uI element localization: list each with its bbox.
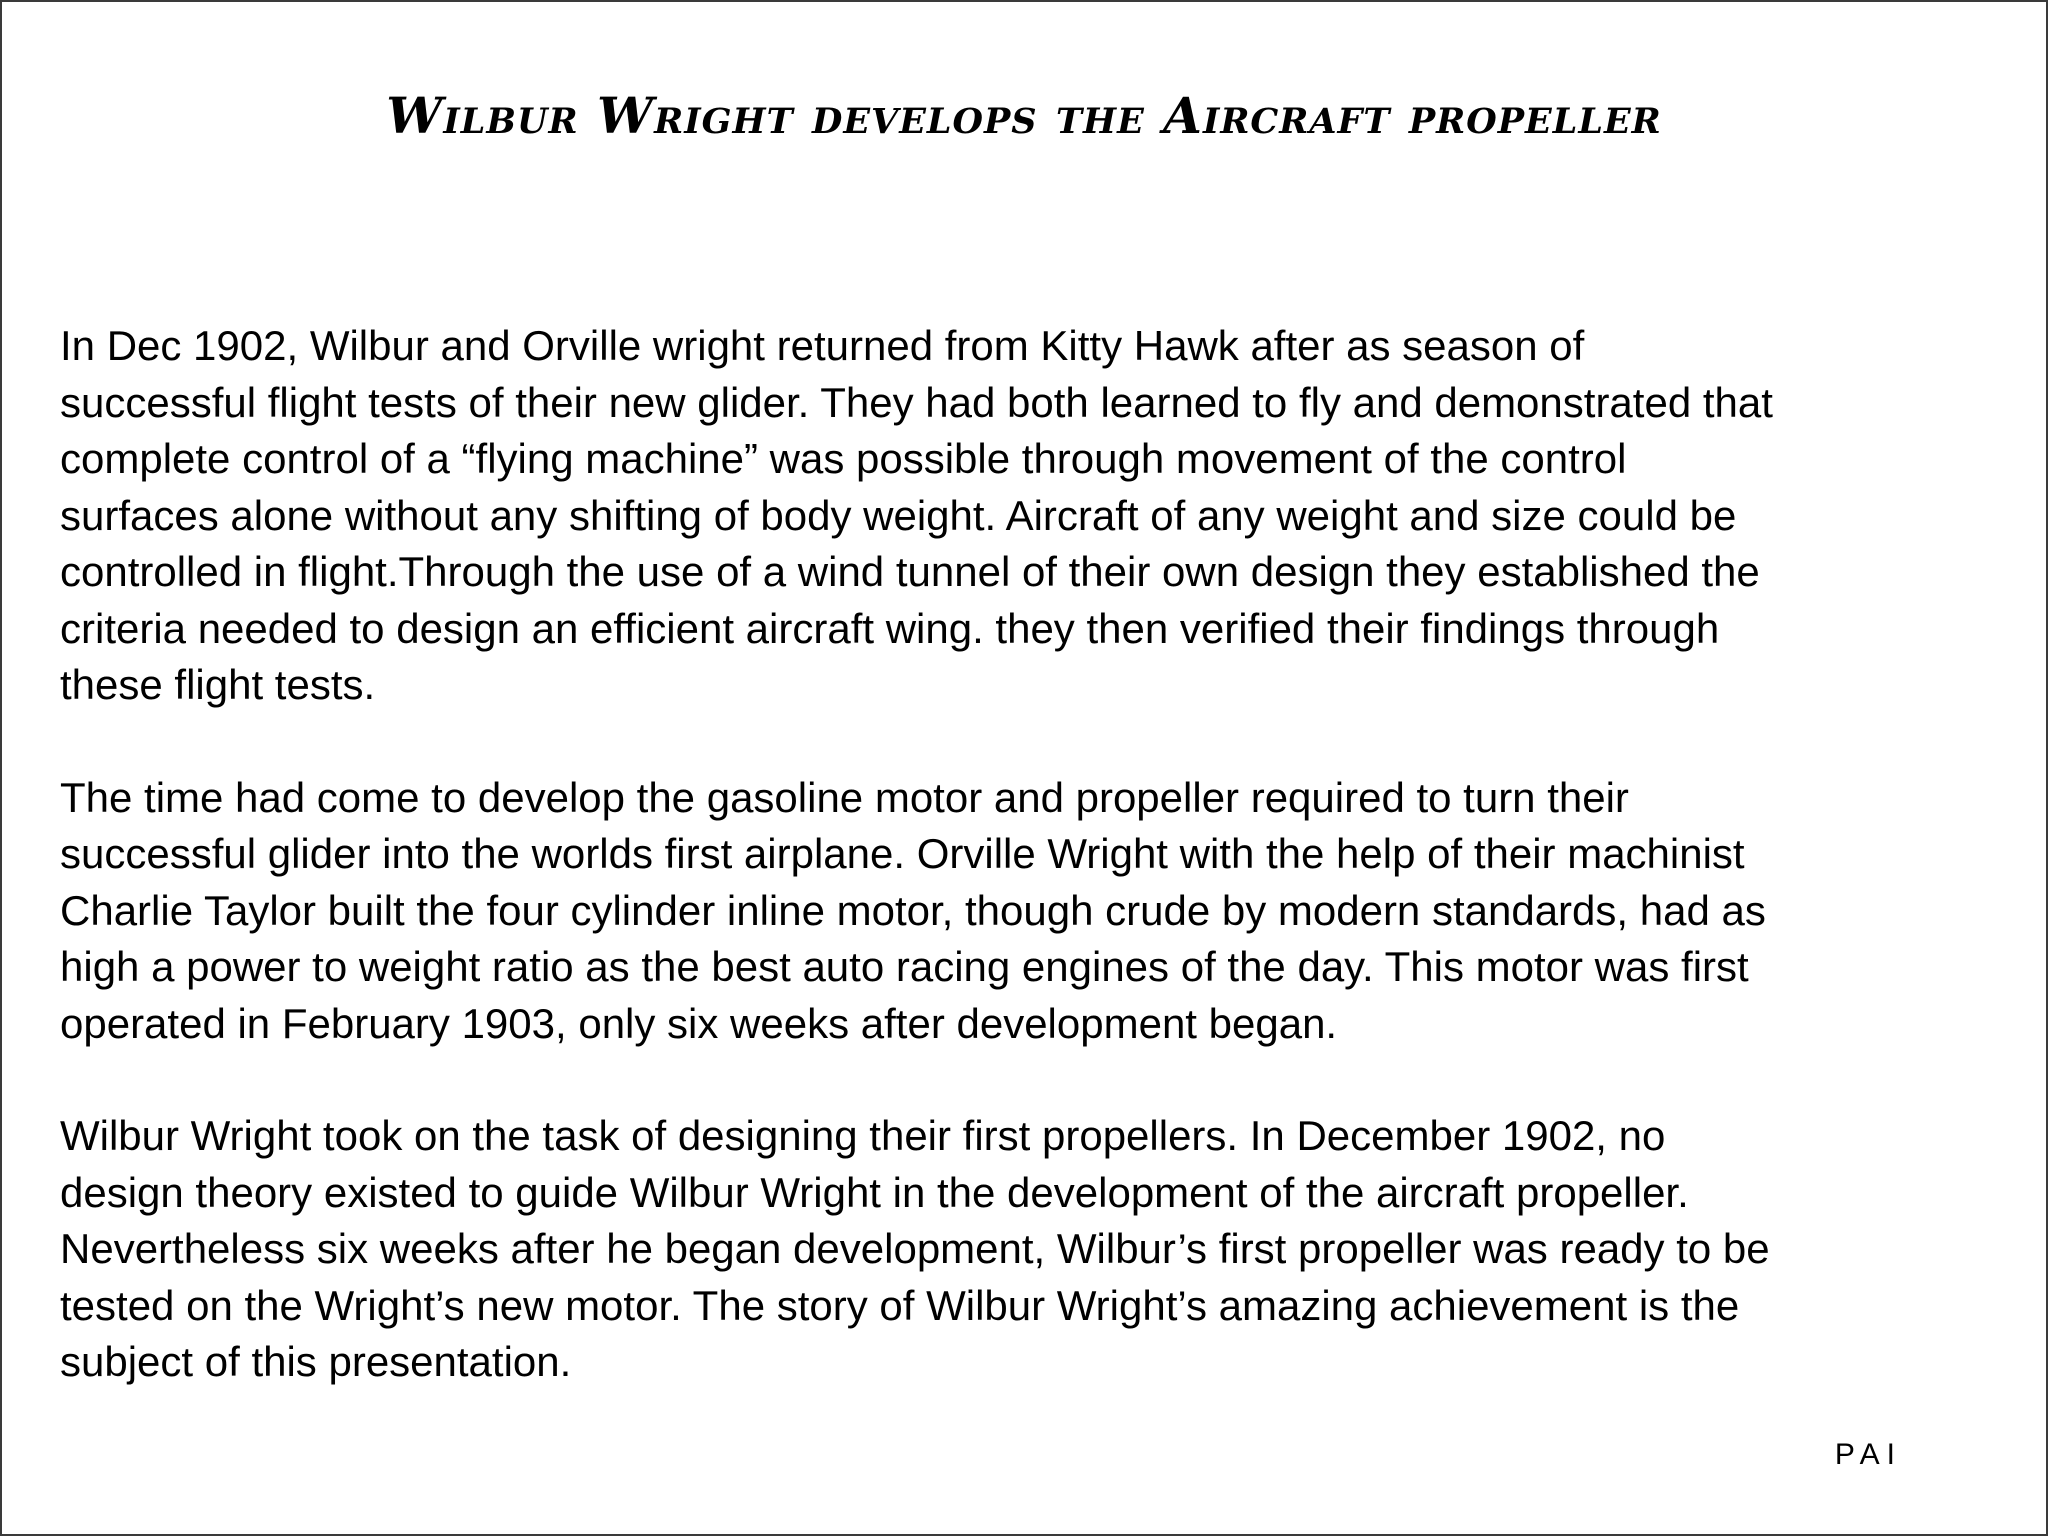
slide-title: Wilbur Wright develops the Aircraft propeller	[386, 86, 1662, 145]
paragraph-2: The time had come to develop the gasoline motor and propeller required to turn their successful glider into the worlds first airplane. Orville Wright with the help of their machinist Charlie Taylor built the four cylinder inline motor, though crude by modern standards, had as high a power to weight ratio as the best auto racing engines of the day. This motor was first operated in February 1903, only six weeks after development began.	[60, 773, 1766, 1047]
footer-mark: PAI	[1834, 1438, 1902, 1471]
paragraph-3: Wilbur Wright took on the task of designing their first propellers. In December 1902, no design theory existed to guide Wilbur Wright in the development of the aircraft propeller. Nevertheless six weeks after he began development, Wilbur’s first propeller was ready to be tested on the Wright’s new motor. The story of Wilbur Wright’s amazing achievement is the subject of this presentation.	[60, 1112, 1770, 1385]
paragraph-1: In Dec 1902, Wilbur and Orville wright returned from Kitty Hawk after as season of successful flight tests of their new glider. They had both learned to fly and demonstrated that complete control of a “flying machine” was possible through movement of the control surfaces alone without any shifting of body weight. Aircraft of any weight and size could be controlled in flight.Through the use of a wind tunnel of their own design they established the criteria needed to design an efficient aircraft wing. they then verified their findings through these flight tests.	[60, 322, 1773, 708]
slide-body	[60, 318, 1940, 1391]
